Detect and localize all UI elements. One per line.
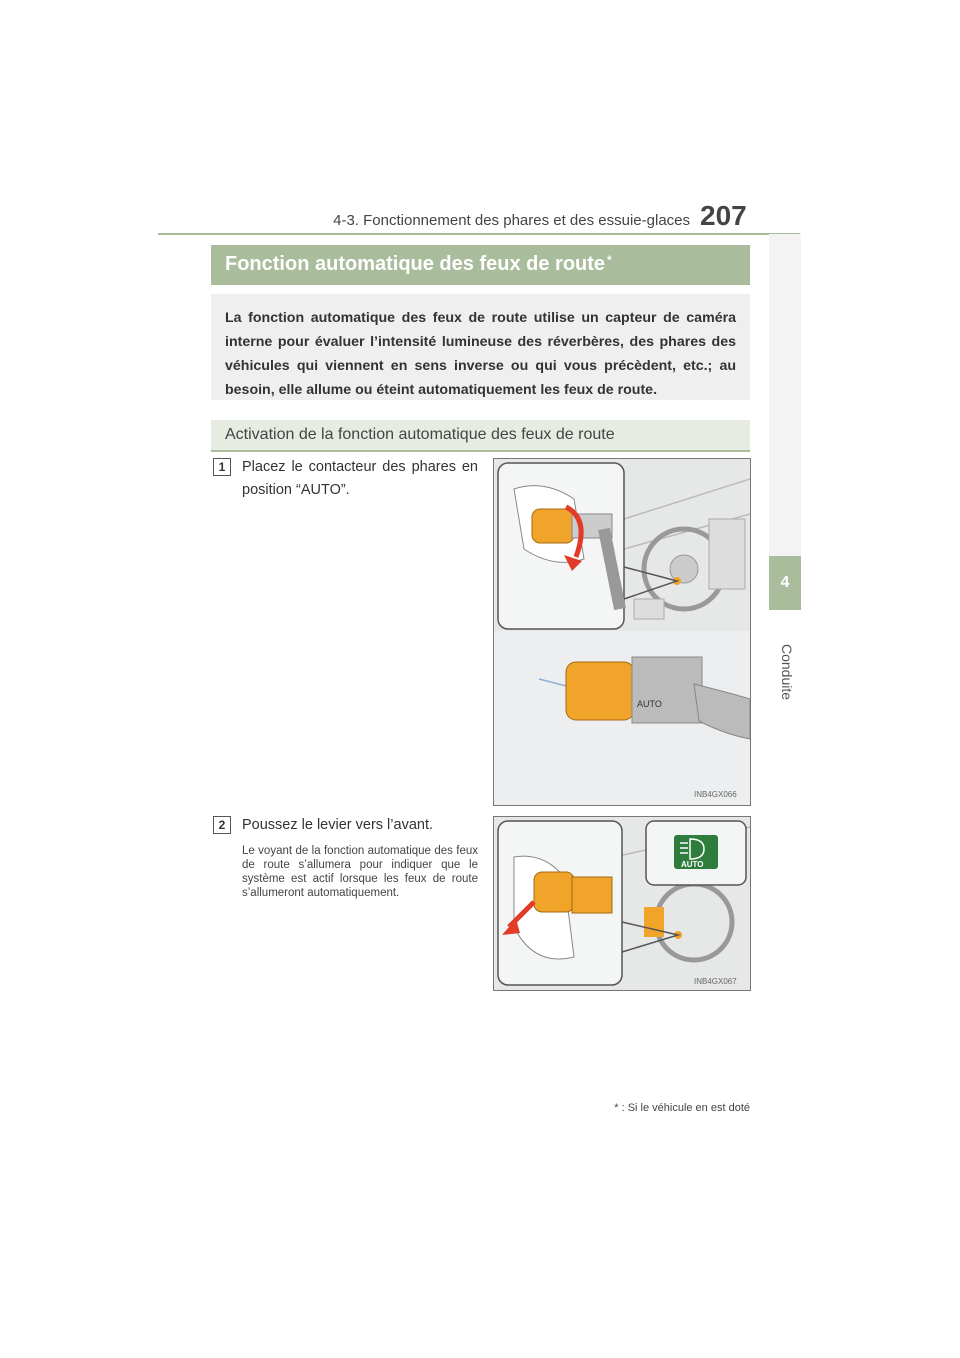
side-tab-track (769, 234, 801, 556)
figure-headlight-switch (493, 458, 751, 806)
footnote-star: * (614, 1102, 619, 1114)
auto-switch-label: AUTO (637, 699, 662, 709)
subsection-title-bar (211, 420, 750, 452)
step-1-text: Placez le contacteur des phares en position “AUTO”. (242, 459, 478, 498)
optional-equipment-star: * (607, 253, 612, 267)
step-2-note: Le voyant de la fonction automatique des feux de route s’allumera pour indiquer que le système est actif lorsque les feux de route s’allumeront automatiquement. (242, 845, 478, 899)
section-title (225, 253, 612, 276)
chapter-label: Conduite (779, 643, 795, 701)
subsection-title: Activation de la fonction automatique des feux de route (225, 426, 615, 443)
section-title-bar (211, 245, 750, 285)
intro-text: La fonction automatique des feux de route utilise un capteur de caméra interne pour évaluer l’intensité lumineuse des réverbères, des phares des véhicules qui viennent en sens inverse ou qui vous précèdent, etc.; au besoin, elle allume ou éteint automatiquement les feux de route. (225, 310, 736, 398)
page-number: 207 (700, 200, 747, 231)
figure-push-lever (493, 816, 751, 991)
figure-code-1: INB4GX066 (694, 790, 737, 799)
figure-code-2: INB4GX067 (694, 977, 737, 986)
push-lever-illustration (494, 817, 750, 990)
header-divider (158, 233, 800, 235)
step-number-2: 2 (213, 816, 231, 834)
section-title-text: Fonction automatique des feux de route (225, 253, 606, 275)
chapter-tab[interactable]: 4 (769, 556, 801, 610)
footnote (600, 1102, 750, 1114)
step-2-text: Poussez le levier vers l’avant. (242, 817, 433, 833)
auto-indicator-label: AUTO (681, 860, 704, 869)
intro-box (211, 294, 750, 400)
footnote-text: : Si le véhicule en est doté (621, 1102, 750, 1114)
headlight-switch-illustration (494, 459, 750, 805)
step-number-1: 1 (213, 458, 231, 476)
chapter-label-container (766, 622, 806, 732)
running-header: 4-3. Fonctionnement des phares et des essuie-glaces (333, 212, 690, 229)
